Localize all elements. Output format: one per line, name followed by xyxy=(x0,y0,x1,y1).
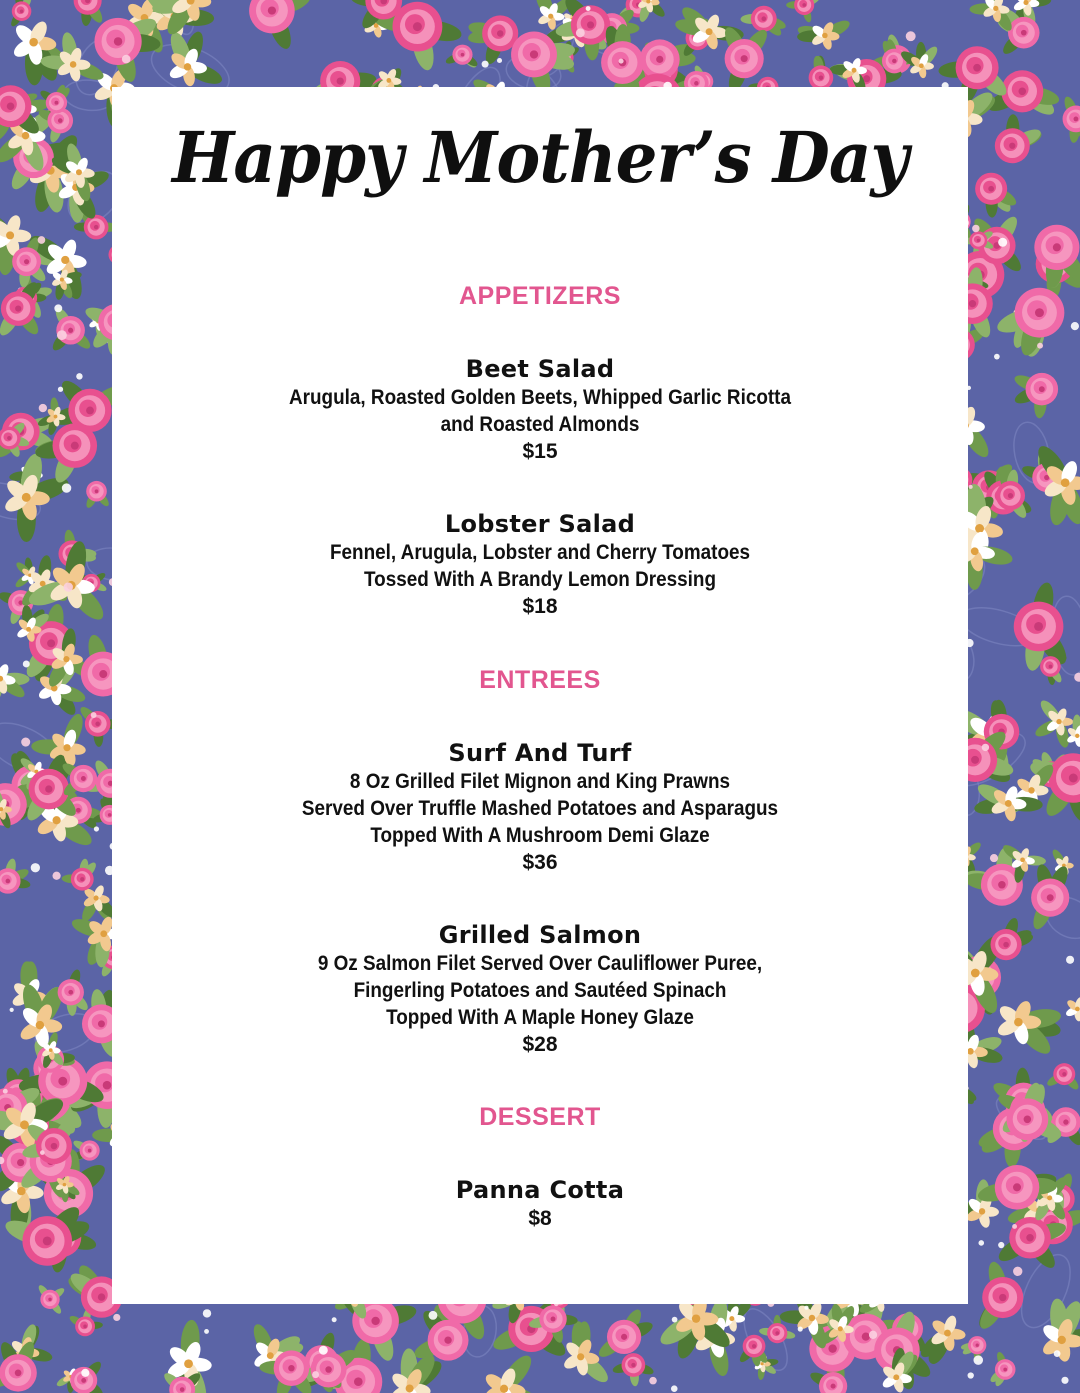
item-name: Beet Salad xyxy=(465,355,615,383)
item-name: Grilled Salmon xyxy=(438,921,642,949)
item-description-line: Topped With A Maple Honey Glaze xyxy=(386,1006,694,1029)
section-heading-dessert: DESSERT xyxy=(479,1103,601,1131)
item-price: $28 xyxy=(522,1033,558,1056)
item-name: Surf And Turf xyxy=(448,739,632,767)
item-description-line: Served Over Truffle Mashed Potatoes and Asparagus xyxy=(301,797,779,820)
item-price: $36 xyxy=(522,851,558,874)
item-price: $18 xyxy=(522,595,558,618)
menu-title: Happy Mother’s Day xyxy=(172,116,908,199)
item-name: Lobster Salad xyxy=(444,510,636,538)
item-price: $15 xyxy=(522,440,558,463)
item-description-line: Topped With A Mushroom Demi Glaze xyxy=(370,824,710,847)
item-description-line: Fingerling Potatoes and Sautéed Spinach xyxy=(353,979,727,1002)
item-name: Panna Cotta xyxy=(455,1176,625,1204)
item-description-line: Arugula, Roasted Golden Beets, Whipped Garlic Ricotta xyxy=(289,386,791,409)
menu-item-surf-and-turf xyxy=(112,738,968,876)
menu-item-grilled-salmon xyxy=(112,920,968,1058)
item-price: $8 xyxy=(528,1207,552,1230)
item-description-line: Tossed With A Brandy Lemon Dressing xyxy=(364,568,716,591)
menu-item-beet-salad xyxy=(112,354,968,465)
section-heading-entrees: ENTREES xyxy=(479,666,601,694)
item-description-line: and Roasted Almonds xyxy=(440,413,640,436)
menu-item-lobster-salad xyxy=(112,509,968,620)
item-description-line: 9 Oz Salmon Filet Served Over Cauliflower Puree, xyxy=(317,952,763,975)
menu-item-panna-cotta xyxy=(112,1175,968,1232)
item-description-line: 8 Oz Grilled Filet Mignon and King Prawns xyxy=(349,770,731,793)
menu-card xyxy=(112,87,968,1304)
item-description-line: Fennel, Arugula, Lobster and Cherry Tomatoes xyxy=(329,541,751,564)
section-heading-appetizers: APPETIZERS xyxy=(459,282,621,310)
